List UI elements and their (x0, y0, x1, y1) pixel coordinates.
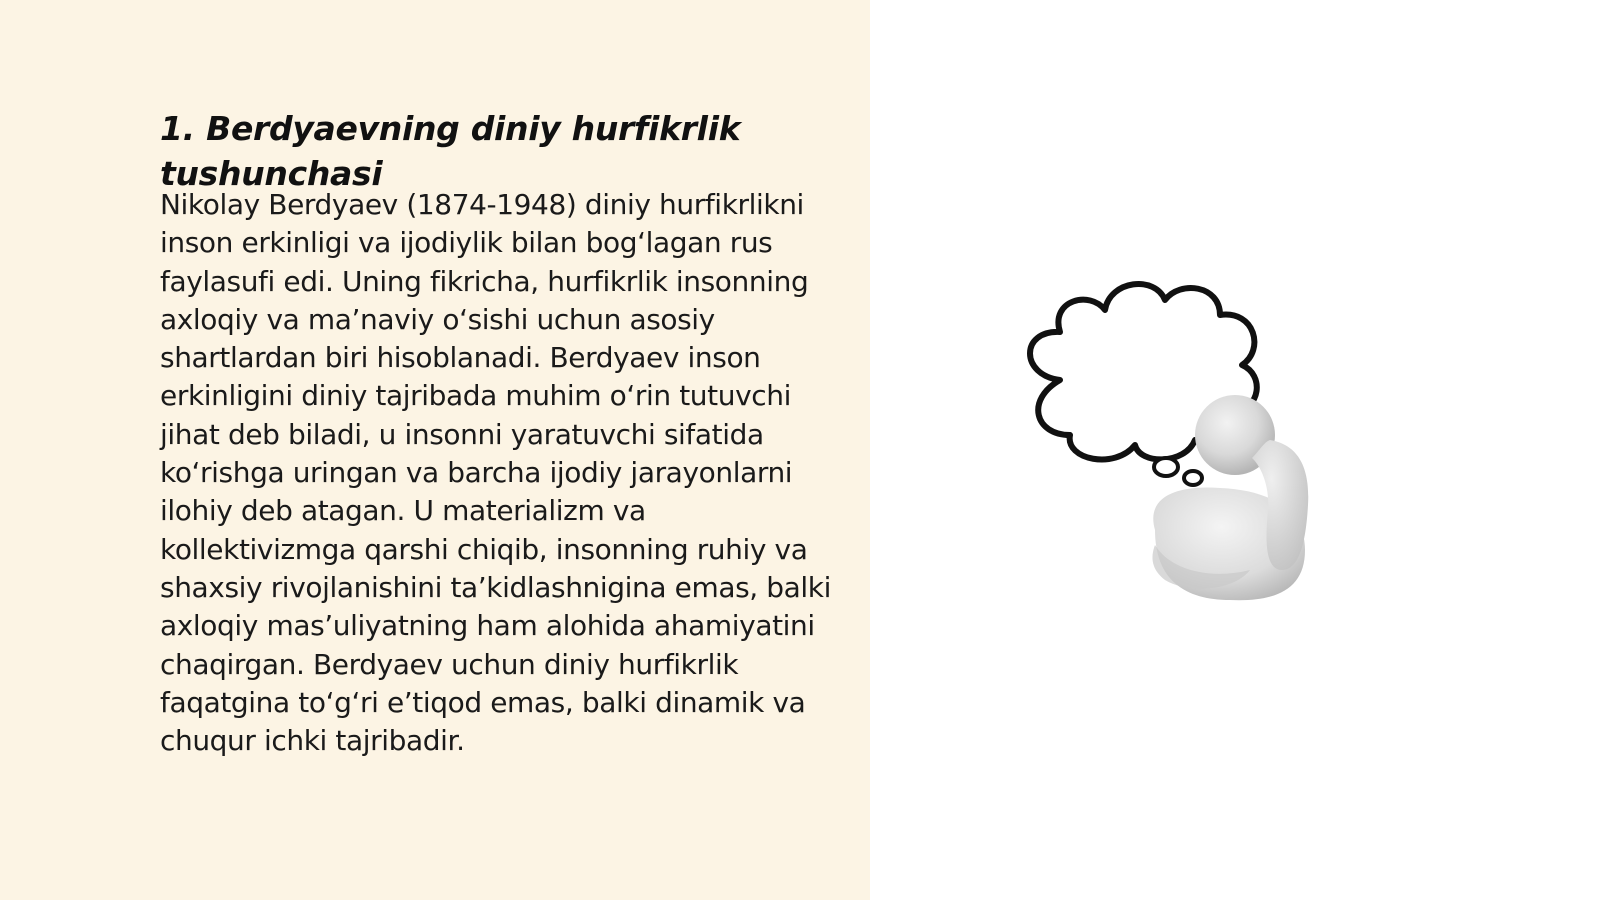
slide-heading: 1. Berdyaevning diniy hurfikrlik tushunchasi (160, 109, 741, 193)
slide-body-text: Nikolay Berdyaev (1874-1948) diniy hurfikrlikni inson erkinligi va ijodiylik bilan bog‘lagan rus faylasufi edi. Uning fikricha, hurfikrlik insonning axloqiy va ma’naviy o‘sishi uchun asosiy shartlardan biri hisoblanadi. Berdyaev inson erkinligini diniy tajribada muhim o‘rin tutuvchi jihat deb biladi, u insonni yaratuvchi sifatida ko‘rishga uringan va barcha ijodiy jarayonlarni ilohiy deb atagan. U materializm va kollektivizmga qarshi chiqib, insonning ruhiy va shaxsiy rivojlanishini ta’kidlashnigina emas, balki axloqiy mas’uliyatning ham alohida ahamiyatini chaqirgan. Berdyaev uchun diniy hurfikrlik faqatgina to‘g‘ri e’tiqod emas, balki dinamik va chuqur ichki tajribadir. (160, 188, 831, 758)
thinking-person-icon (1020, 270, 1360, 620)
